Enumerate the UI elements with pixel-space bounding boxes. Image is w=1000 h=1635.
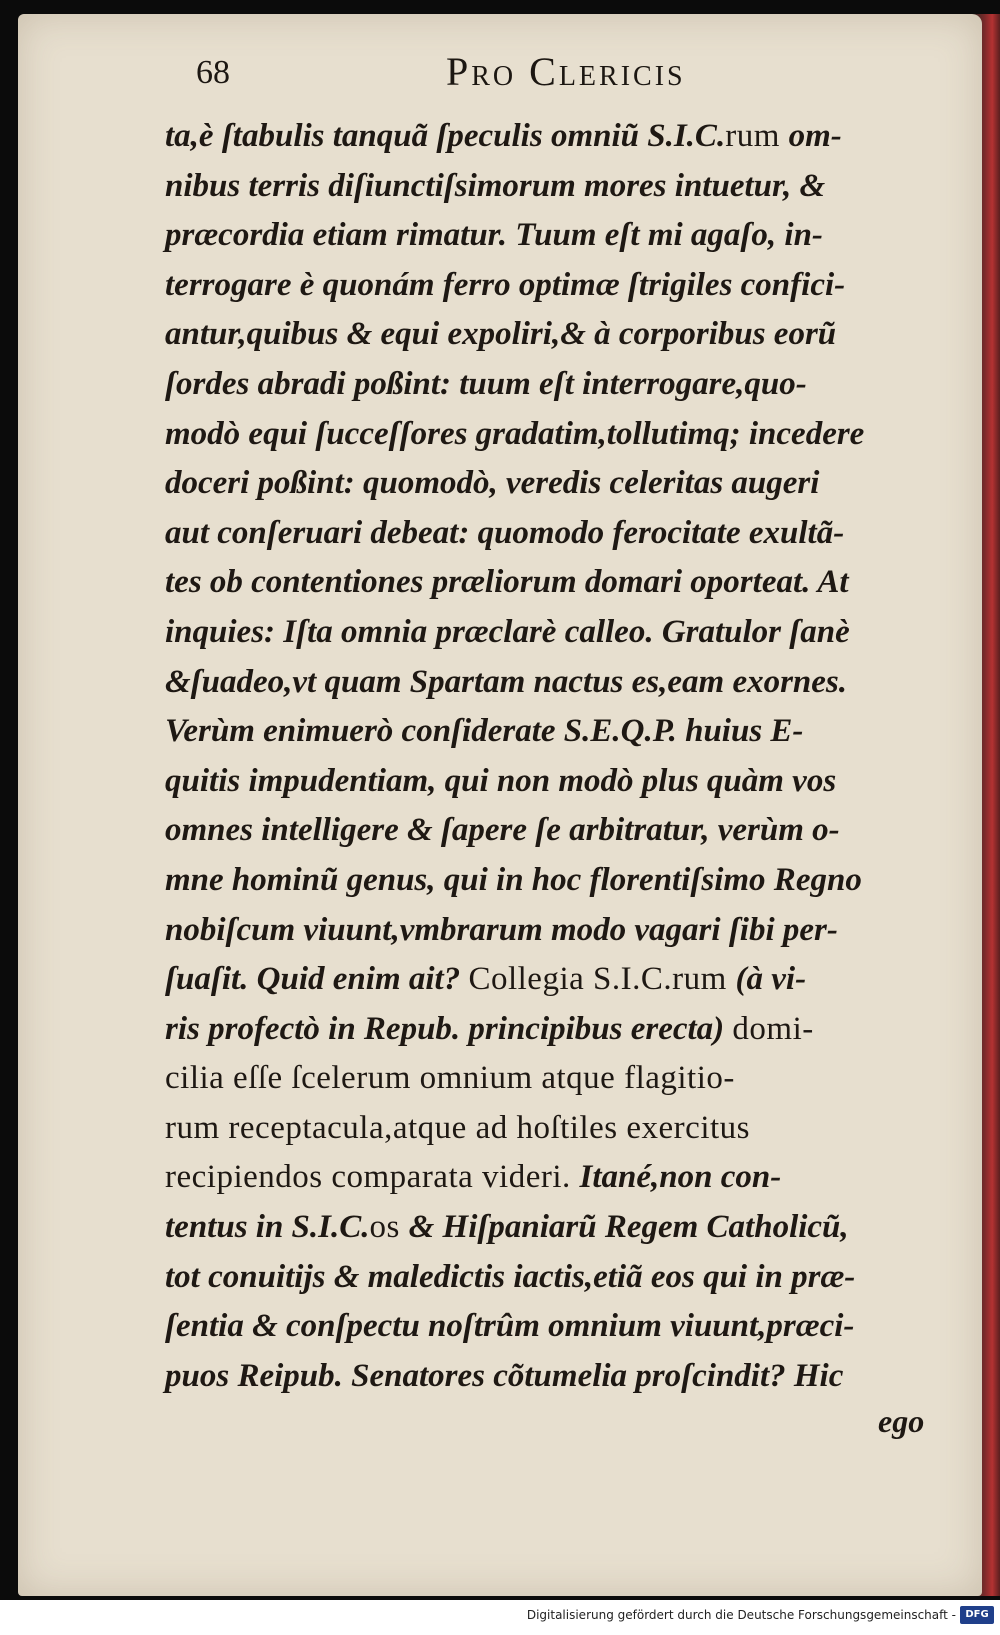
text-segment: inquies: Iſta omnia præclarè calleo. Gratulor ſanè xyxy=(165,613,850,650)
text-segment: rum xyxy=(725,118,789,154)
text-segment: mne hominũ genus, qui in hoc florentiſsimo Regno xyxy=(165,861,862,898)
text-segment: Collegia S.I.C. xyxy=(468,961,673,998)
text-segment: nibus terris diſiunctiſsimorum mores intuetur, & xyxy=(165,167,826,204)
text-segment: puos Reipub. Senatores cõtumelia proſcindit? Hic xyxy=(165,1357,844,1394)
text-segment: omnes intelligere & ſapere ſe arbitratur, verùm o- xyxy=(165,812,840,849)
text-segment: &ſuadeo,vt quam Spartam nactus es,eam exornes. xyxy=(165,663,848,700)
text-segment: (à vi- xyxy=(735,961,807,998)
text-line xyxy=(165,310,965,360)
text-line xyxy=(165,806,965,856)
text-line xyxy=(165,955,965,1005)
text-line xyxy=(165,558,965,608)
text-line xyxy=(165,757,965,807)
dfg-logo: DFG xyxy=(960,1606,994,1624)
text-line xyxy=(165,1352,965,1402)
text-segment: rum xyxy=(672,961,736,998)
text-segment: nobiſcum viuunt,vmbrarum modo vagari ſibi per- xyxy=(165,911,838,948)
text-line xyxy=(165,509,965,559)
text-segment: Itané,non con- xyxy=(579,1159,782,1196)
text-line xyxy=(165,459,965,509)
text-segment: ſentia & conſpectu noſtrûm omnium viuunt,præci- xyxy=(165,1308,855,1345)
text-segment: ſuaſit. Quid enim ait? xyxy=(165,961,469,998)
text-line xyxy=(165,1153,965,1203)
text-line xyxy=(165,1253,965,1303)
page-header xyxy=(196,48,956,98)
text-line xyxy=(165,360,965,410)
text-line xyxy=(165,1302,965,1352)
footer-bar xyxy=(0,1600,1000,1635)
text-segment: cilia eſſe ſcelerum omnium atque flagitio- xyxy=(165,1060,735,1097)
text-segment: ta,è ſtabulis tanquã ſpeculis omniũ S.I.C. xyxy=(165,118,726,154)
text-segment: præcordia etiam rimatur. Tuum eſt mi agaſo, in- xyxy=(165,217,823,254)
text-segment: rum receptacula,atque ad hoſtiles exercitus xyxy=(165,1109,750,1146)
catchword: ego xyxy=(878,1403,925,1439)
text-segment: aut conſeruari debeat: quomodo ferocitate exultã- xyxy=(165,514,845,551)
running-head: Pro Clericis xyxy=(446,49,686,94)
text-segment: os xyxy=(369,1209,409,1246)
text-line xyxy=(165,211,965,261)
text-line xyxy=(165,410,965,460)
text-segment: modò equi ſucceſſores gradatim,tollutimq; incedere xyxy=(165,415,865,452)
text-line xyxy=(165,906,965,956)
text-line xyxy=(165,1203,965,1253)
text-segment: Verùm enimuerò conſiderate S.E.Q.P. huius E- xyxy=(165,713,804,750)
text-line xyxy=(165,658,965,708)
page-number: 68 xyxy=(196,54,230,91)
text-segment: tentus in S.I.C. xyxy=(165,1209,370,1246)
text-line xyxy=(165,608,965,658)
text-segment: & Hiſpaniarũ Regem Catholicũ, xyxy=(408,1209,849,1246)
text-segment: domi- xyxy=(732,1010,814,1047)
text-line xyxy=(165,1054,965,1104)
text-segment: ris profectò in Repub. principibus erecta) xyxy=(165,1010,733,1047)
text-segment: tes ob contentiones præliorum domari oporteat. At xyxy=(165,564,849,601)
text-segment: quitis impudentiam, qui non modò plus quàm vos xyxy=(165,762,837,799)
text-line xyxy=(165,162,965,212)
text-segment: ſordes abradi poßint: tuum eſt interrogare,quo- xyxy=(165,365,807,402)
text-block xyxy=(165,112,965,1401)
text-segment: om- xyxy=(788,118,842,154)
text-segment: terrogare è quonám ferro optimæ ſtrigiles confici- xyxy=(165,266,846,303)
text-line xyxy=(165,707,965,757)
text-line xyxy=(165,112,965,162)
text-line xyxy=(165,856,965,906)
text-segment: antur,quibus & equi expoliri,& à corporibus eorũ xyxy=(165,316,837,353)
text-line xyxy=(165,261,965,311)
text-segment: tot conuitijs & maledictis iactis,etiã eos qui in præ- xyxy=(165,1258,856,1295)
text-segment: recipiendos comparata videri. xyxy=(165,1159,580,1196)
text-line xyxy=(165,1104,965,1154)
text-segment: doceri poßint: quomodò, veredis celeritas augeri xyxy=(165,465,820,502)
text-line xyxy=(165,1005,965,1055)
footer-credit: Digitalisierung gefördert durch die Deutsche Forschungsgemeinschaft - xyxy=(526,1608,956,1622)
